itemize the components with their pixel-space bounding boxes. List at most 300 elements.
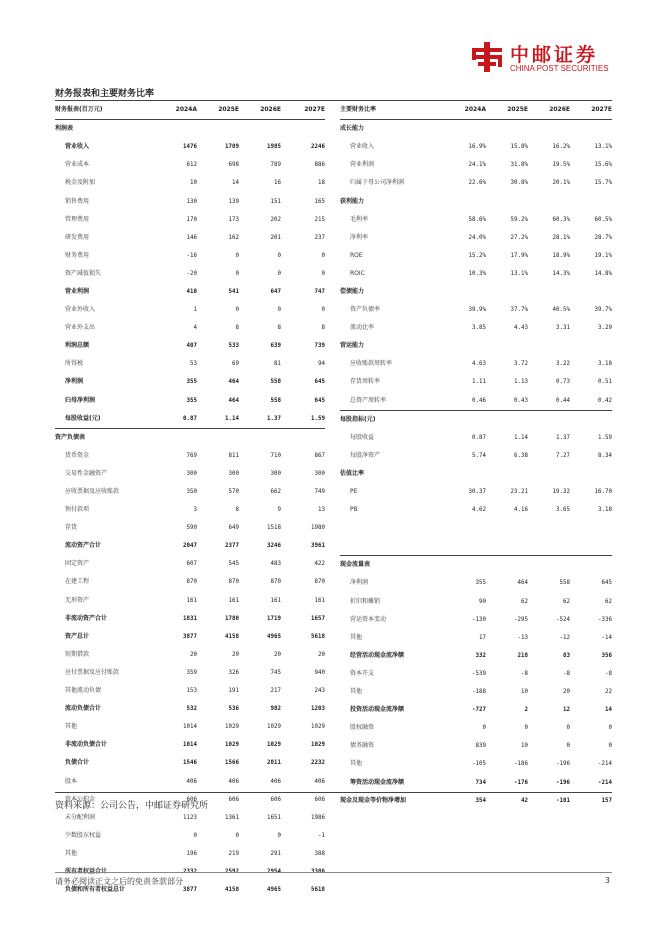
table-row	[340, 683, 612, 701]
row-value: 2332	[183, 868, 197, 875]
footer-divider	[55, 872, 612, 873]
table-row	[340, 211, 612, 229]
row-label: 资本公积金	[65, 795, 96, 803]
row-value: 30.37	[468, 489, 486, 496]
row-label: 折旧和摊销	[350, 597, 381, 605]
row-value: 20	[274, 651, 281, 658]
row-value: 1985	[267, 144, 281, 151]
row-value: 0	[524, 725, 528, 732]
row-value: 13	[318, 507, 325, 514]
row-value: 0	[235, 270, 239, 277]
row-value: 3386	[311, 868, 325, 875]
row-value: 8	[235, 507, 239, 514]
row-label: 税金及附加	[65, 179, 96, 187]
row-label: 股本	[65, 777, 78, 785]
table-row	[340, 410, 612, 429]
row-value: 62	[605, 598, 612, 605]
row-value: 139	[228, 198, 239, 205]
row-label: 所得税	[65, 360, 84, 368]
row-value: 2047	[183, 543, 197, 550]
row-value: -214	[598, 761, 612, 768]
row-label: 总资产周转率	[340, 392, 444, 411]
row-label: PE	[350, 488, 358, 496]
row-value: -295	[514, 616, 528, 623]
row-label: 存货	[65, 524, 78, 532]
header-year: 2026E	[239, 101, 281, 120]
row-value: 870	[270, 579, 281, 586]
financial-statements-table	[55, 101, 325, 899]
row-value: 18.9%	[552, 252, 570, 259]
header-year: 2024A	[444, 101, 486, 120]
table-row	[55, 319, 325, 337]
table-row	[340, 156, 612, 174]
row-value	[444, 410, 486, 429]
row-value: 4965	[267, 633, 281, 640]
row-value: 153	[186, 688, 197, 695]
row-value	[486, 465, 528, 483]
row-value: 3.85	[472, 325, 486, 332]
table-row	[55, 192, 325, 210]
row-label: 资产负债率	[350, 306, 381, 314]
row-value: 300	[186, 470, 197, 477]
row-value: 191	[228, 688, 239, 695]
row-value: 607	[186, 561, 197, 568]
row-value	[239, 120, 281, 139]
row-label: 资产减值损失	[65, 269, 102, 277]
table-row	[340, 755, 612, 773]
row-value: 19.1%	[594, 252, 612, 259]
row-value: 3.18	[598, 361, 612, 368]
row-value: 1029	[311, 724, 325, 731]
row-value: 161	[228, 597, 239, 604]
row-label: 流动比率	[350, 324, 375, 332]
row-value: 22	[605, 689, 612, 696]
table-header-row	[340, 101, 612, 120]
row-value: 1029	[267, 742, 281, 749]
row-label: 所有者权益合计	[65, 867, 108, 875]
table-row	[55, 736, 325, 754]
row-value: 1203	[311, 706, 325, 713]
row-value: 161	[186, 597, 197, 604]
row-value: 0	[321, 307, 325, 314]
row-value: -8	[605, 670, 612, 677]
row-value: 1719	[267, 615, 281, 622]
row-value: 606	[314, 796, 325, 803]
row-value: 532	[186, 706, 197, 713]
table-row	[55, 447, 325, 465]
row-value: 30.8%	[510, 180, 528, 187]
row-value: 14	[605, 707, 612, 714]
row-value: 13.1%	[594, 144, 612, 151]
row-label: 负债合计	[65, 759, 90, 767]
row-value: 0.87	[472, 434, 486, 441]
row-value: 734	[475, 779, 486, 786]
table-row	[55, 827, 325, 845]
row-value: 0	[321, 252, 325, 259]
row-value	[528, 410, 570, 429]
row-value: 1980	[311, 525, 325, 532]
row-value: 7.27	[556, 452, 570, 459]
row-value: 3961	[311, 543, 325, 550]
row-value	[528, 192, 570, 210]
table-row	[55, 809, 325, 827]
row-value: 1546	[183, 760, 197, 767]
row-label: 无形资产	[65, 596, 90, 604]
row-label: 其他	[350, 760, 363, 768]
row-value: 4158	[225, 887, 239, 894]
row-value: 388	[314, 850, 325, 857]
row-value: 647	[270, 288, 281, 295]
row-value: 356	[601, 652, 612, 659]
row-value	[281, 428, 325, 447]
table-row	[340, 319, 612, 337]
row-value: 16.2%	[552, 144, 570, 151]
row-value: 0.73	[556, 379, 570, 386]
row-value	[197, 428, 239, 447]
row-label: 其他	[350, 633, 363, 641]
table-row	[55, 211, 325, 229]
row-value: 739	[314, 343, 325, 350]
table-row	[340, 483, 612, 501]
table-row	[55, 700, 325, 718]
row-value	[528, 465, 570, 483]
row-label: PB	[350, 506, 358, 514]
row-value: 39.9%	[468, 307, 486, 314]
table-row	[55, 465, 325, 483]
row-value: 62	[521, 598, 528, 605]
table-row	[55, 301, 325, 319]
table-row	[55, 628, 325, 646]
row-value: 2011	[267, 760, 281, 767]
table-row	[340, 719, 612, 737]
table-row	[340, 301, 612, 319]
row-value: 355	[475, 580, 486, 587]
row-value: 1986	[311, 814, 325, 821]
row-value: 0	[566, 743, 570, 750]
row-value: 151	[270, 198, 281, 205]
row-value: 0	[235, 252, 239, 259]
row-value: 3.29	[598, 325, 612, 332]
row-value: 1476	[183, 144, 197, 151]
row-value: 1014	[183, 724, 197, 731]
row-value: 161	[270, 597, 281, 604]
row-value: 982	[270, 706, 281, 713]
row-value: 606	[270, 796, 281, 803]
row-label: 资产总计	[65, 632, 90, 640]
row-value	[570, 283, 612, 301]
row-value: 3.22	[556, 361, 570, 368]
row-value: 4.62	[472, 507, 486, 514]
row-label: 债务融资	[350, 742, 375, 750]
row-label: 营业外收入	[65, 306, 96, 314]
row-value: 23.21	[510, 489, 528, 496]
row-value: 3.31	[556, 325, 570, 332]
row-value	[570, 556, 612, 575]
table-row	[340, 665, 612, 683]
row-value: 1780	[225, 615, 239, 622]
row-value: 146	[186, 234, 197, 241]
row-value: 69	[232, 361, 239, 368]
row-value: 464	[228, 397, 239, 404]
row-value: 1.37	[556, 434, 570, 441]
table-row	[340, 447, 612, 465]
row-value: 359	[186, 669, 197, 676]
row-value	[486, 556, 528, 575]
table-row	[55, 174, 325, 192]
row-value	[197, 120, 239, 139]
row-value: 22.6%	[468, 180, 486, 187]
header-label: 财务报表(百万元)	[55, 101, 155, 120]
row-value: 1029	[225, 742, 239, 749]
row-value: 12	[563, 707, 570, 714]
row-value: 645	[314, 379, 325, 386]
row-label: 营运资本变动	[350, 615, 387, 623]
table-row	[340, 229, 612, 247]
table-row	[55, 592, 325, 610]
row-value: 639	[270, 343, 281, 350]
row-value: 1651	[267, 814, 281, 821]
table-row	[55, 664, 325, 682]
row-label: 股权融资	[350, 724, 375, 732]
table-row	[55, 355, 325, 373]
row-value: 354	[475, 797, 486, 804]
row-value: 15.6%	[594, 162, 612, 169]
row-value: 42	[521, 797, 528, 804]
row-value	[570, 192, 612, 210]
row-value: 355	[186, 397, 197, 404]
row-value: 326	[228, 669, 239, 676]
row-value: 645	[601, 580, 612, 587]
row-value: 53	[190, 361, 197, 368]
table-row	[55, 229, 325, 247]
table-row	[55, 337, 325, 355]
row-value: 698	[228, 162, 239, 169]
row-label: 预付款项	[65, 506, 90, 514]
row-value	[570, 410, 612, 429]
row-value: 5.74	[472, 452, 486, 459]
row-value: 196	[186, 850, 197, 857]
table-row	[340, 611, 612, 629]
row-value: 300	[314, 470, 325, 477]
row-value	[444, 465, 486, 483]
row-value: -130	[472, 616, 486, 623]
row-value: 20.1%	[552, 180, 570, 187]
row-value: 237	[314, 234, 325, 241]
row-value: 83	[563, 652, 570, 659]
row-value: 20	[318, 651, 325, 658]
row-value: 218	[517, 652, 528, 659]
row-value: 0.42	[570, 392, 612, 411]
row-value: 1831	[183, 615, 197, 622]
row-value: -8	[521, 670, 528, 677]
row-value: -188	[472, 689, 486, 696]
row-value: 2	[524, 707, 528, 714]
row-value: 4158	[225, 633, 239, 640]
row-value: 4.16	[514, 507, 528, 514]
row-value: -16	[186, 252, 197, 259]
row-value: 37.7%	[510, 307, 528, 314]
row-value: 0.46	[444, 392, 486, 411]
row-value: 0	[482, 725, 486, 732]
row-value: 4.63	[472, 361, 486, 368]
table-row	[55, 537, 325, 555]
row-value: 19.32	[552, 489, 570, 496]
table-row	[55, 754, 325, 772]
row-label: 固定资产	[65, 560, 90, 568]
row-value: 130	[186, 198, 197, 205]
row-value	[281, 120, 325, 139]
row-label: 资本开支	[350, 669, 375, 677]
row-label: 利润表	[55, 125, 74, 133]
row-value	[486, 410, 528, 429]
row-value: 406	[270, 778, 281, 785]
row-value: 1029	[311, 742, 325, 749]
row-value: 58.6%	[468, 216, 486, 223]
header-year: 2025E	[486, 101, 528, 120]
row-value: 0.51	[598, 379, 612, 386]
row-value: 243	[314, 688, 325, 695]
row-label: 营业收入	[350, 143, 375, 151]
row-value: 332	[475, 652, 486, 659]
row-value: 3.72	[514, 361, 528, 368]
row-value	[486, 120, 528, 139]
row-value: 0	[235, 832, 239, 839]
row-value: 1657	[311, 615, 325, 622]
row-value: 81	[274, 361, 281, 368]
row-value	[528, 283, 570, 301]
table-row	[340, 773, 612, 791]
row-value: 10	[521, 689, 528, 696]
row-label: 营业利润	[350, 161, 375, 169]
row-label: 应收账款周转率	[350, 360, 393, 368]
row-label	[340, 537, 444, 556]
row-value	[528, 519, 570, 537]
row-value: 870	[314, 579, 325, 586]
row-value: 645	[314, 397, 325, 404]
row-value: 558	[270, 397, 281, 404]
row-value: 5618	[311, 633, 325, 640]
row-value: 217	[270, 688, 281, 695]
table-row	[55, 247, 325, 265]
table-row	[55, 428, 325, 447]
row-value: 350	[186, 489, 197, 496]
row-value: 27.2%	[510, 234, 528, 241]
row-value	[444, 519, 486, 537]
row-label: 未分配利润	[65, 813, 96, 821]
row-label: 管理费用	[65, 215, 90, 223]
row-value: 886	[314, 162, 325, 169]
table-row	[55, 555, 325, 573]
row-label: 归属于母公司净利润	[350, 179, 405, 187]
row-value: -13	[517, 634, 528, 641]
row-value: -105	[472, 761, 486, 768]
row-value: -1	[318, 832, 325, 839]
company-name-cn: 中邮证券	[510, 44, 599, 66]
row-value: 2954	[267, 868, 281, 875]
row-value: 747	[314, 288, 325, 295]
table-header-row	[55, 101, 325, 120]
row-value: 0	[321, 270, 325, 277]
row-label: 每股收益	[350, 433, 375, 441]
row-value: -524	[556, 616, 570, 623]
row-value: 1.14	[197, 410, 239, 429]
row-value	[570, 465, 612, 483]
row-value: 464	[517, 580, 528, 587]
table-row	[55, 845, 325, 863]
row-value: 24.1%	[468, 162, 486, 169]
row-value: 20	[190, 651, 197, 658]
row-value: 10.3%	[468, 270, 486, 277]
table-row	[55, 519, 325, 537]
row-label: 流动资产合计	[65, 542, 102, 550]
row-value: 4965	[267, 887, 281, 894]
row-value	[444, 120, 486, 139]
row-value	[570, 537, 612, 556]
row-label: 投资活动现金流净额	[350, 706, 405, 714]
row-value: 3.65	[556, 507, 570, 514]
financial-ratios-table	[340, 101, 612, 810]
row-value: 1	[193, 307, 197, 314]
row-value: -336	[598, 616, 612, 623]
header-year: 2027E	[570, 101, 612, 120]
row-value: 406	[186, 778, 197, 785]
row-value: 1.13	[514, 379, 528, 386]
row-value: 1566	[225, 760, 239, 767]
table-row	[55, 573, 325, 591]
row-value: 749	[314, 489, 325, 496]
source-note: 资料来源：公司公告，中邮证券研究所	[55, 801, 209, 811]
row-value: 8.34	[598, 452, 612, 459]
row-label: 负债和所有者权益总计	[65, 886, 126, 894]
row-label: 筹资活动现金流净额	[350, 778, 405, 786]
row-label: 非流动负债合计	[65, 741, 108, 749]
row-value: 0	[193, 832, 197, 839]
header-year: 2026E	[528, 101, 570, 120]
row-value: 161	[314, 597, 325, 604]
row-value: 40.5%	[552, 307, 570, 314]
row-label: 存货周转率	[350, 378, 381, 386]
row-value: 16	[274, 180, 281, 187]
row-value: 8	[321, 325, 325, 332]
row-value: 5618	[311, 887, 325, 894]
row-value: 940	[314, 669, 325, 676]
row-value: -20	[186, 270, 197, 277]
table-row	[55, 646, 325, 664]
row-value: 17	[479, 634, 486, 641]
row-value: 811	[228, 452, 239, 459]
row-value: 1709	[225, 144, 239, 151]
row-label: 短期借款	[65, 650, 90, 658]
row-value: 4.43	[514, 325, 528, 332]
row-label: 每股净资产	[350, 451, 381, 459]
row-value: 0	[277, 832, 281, 839]
table-row	[55, 373, 325, 391]
page-number: 3	[604, 876, 610, 885]
row-value	[528, 337, 570, 355]
row-label: 利润总额	[65, 342, 90, 350]
row-label: ROE	[350, 251, 363, 259]
row-value	[444, 337, 486, 355]
row-label: 其他流动负债	[65, 687, 102, 695]
row-value: 0	[277, 252, 281, 259]
row-value: 4	[193, 325, 197, 332]
row-value: 6.38	[514, 452, 528, 459]
row-value: 10	[521, 743, 528, 750]
company-logo	[470, 40, 610, 76]
row-value: 662	[270, 489, 281, 496]
row-value: 870	[186, 579, 197, 586]
row-label: 成长能力	[340, 125, 365, 133]
